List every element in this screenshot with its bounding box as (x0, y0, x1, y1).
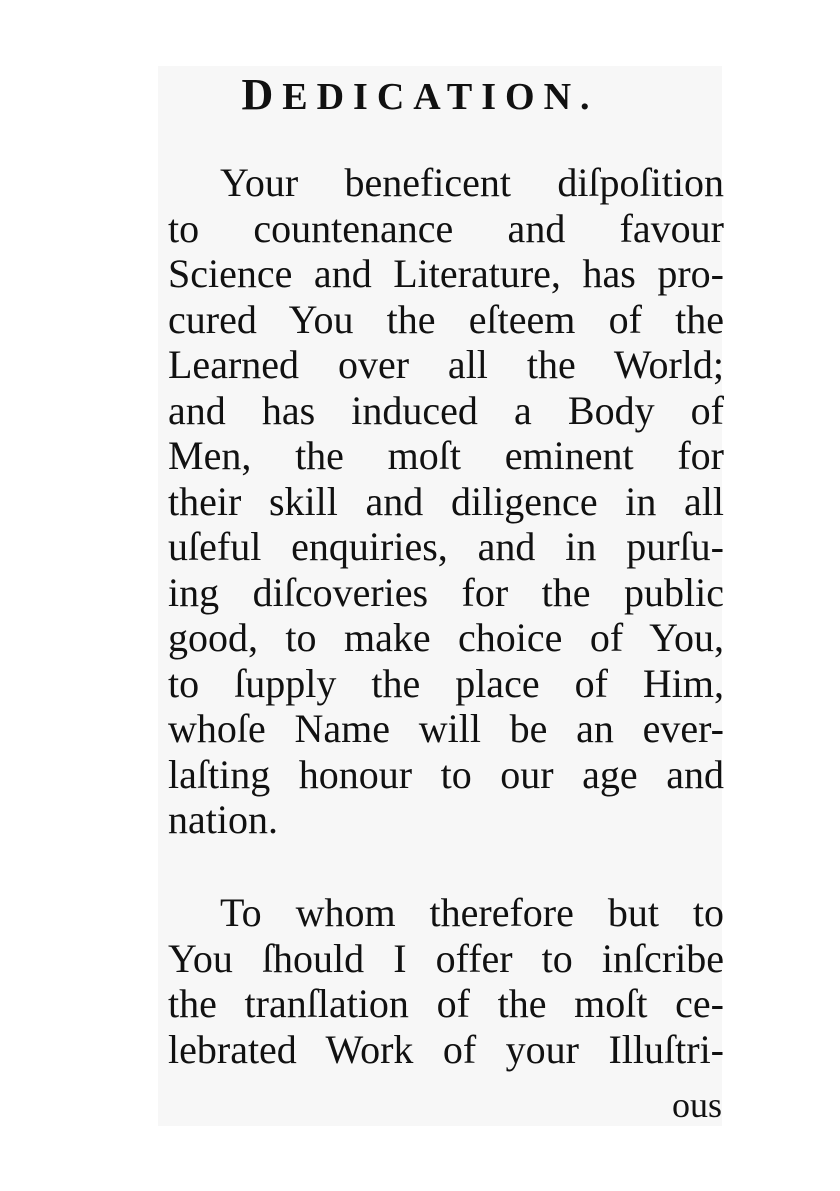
text-line: You ſhould I offer to inſcribe (168, 935, 724, 981)
text-line: To whom therefore but to (220, 890, 724, 935)
text-line: Learned over all the World; (168, 342, 724, 387)
header-initial: D (241, 70, 283, 119)
text-line: to ſupply the place of Him, (168, 660, 724, 706)
text-line: the tranſlation of the moſt ce- (168, 981, 724, 1026)
text-line: nation. (168, 797, 278, 842)
text-line: Men, the moſt eminent for (168, 433, 724, 478)
text-line: lebrated Work of your Illuſtri- (168, 1026, 724, 1072)
text-line: uſeful enquiries, and in purſu- (168, 524, 724, 569)
text-line: laſting honour to our age and (168, 751, 724, 797)
text-line: Science and Literature, has pro- (168, 251, 724, 296)
page-header (0, 70, 840, 122)
text-line: to countenance and favour (168, 205, 724, 251)
text-line: ing diſcoveries for the public (168, 569, 724, 615)
header-rest: EDICATION. (282, 76, 599, 118)
text-line: good, to make choice of You, (168, 615, 724, 660)
text-line: cured You the eſteem of the (168, 296, 724, 342)
dedication-paragraph-1 (168, 160, 724, 843)
text-line: whoſe Name will be an ever- (168, 706, 724, 751)
text-line: Your beneficent diſpoſition (220, 160, 724, 205)
text-line: their skill and diligence in all (168, 478, 724, 524)
text-line: and has induced a Body of (168, 387, 724, 433)
catchword: ous (671, 1085, 722, 1125)
dedication-paragraph-2 (168, 890, 724, 1072)
